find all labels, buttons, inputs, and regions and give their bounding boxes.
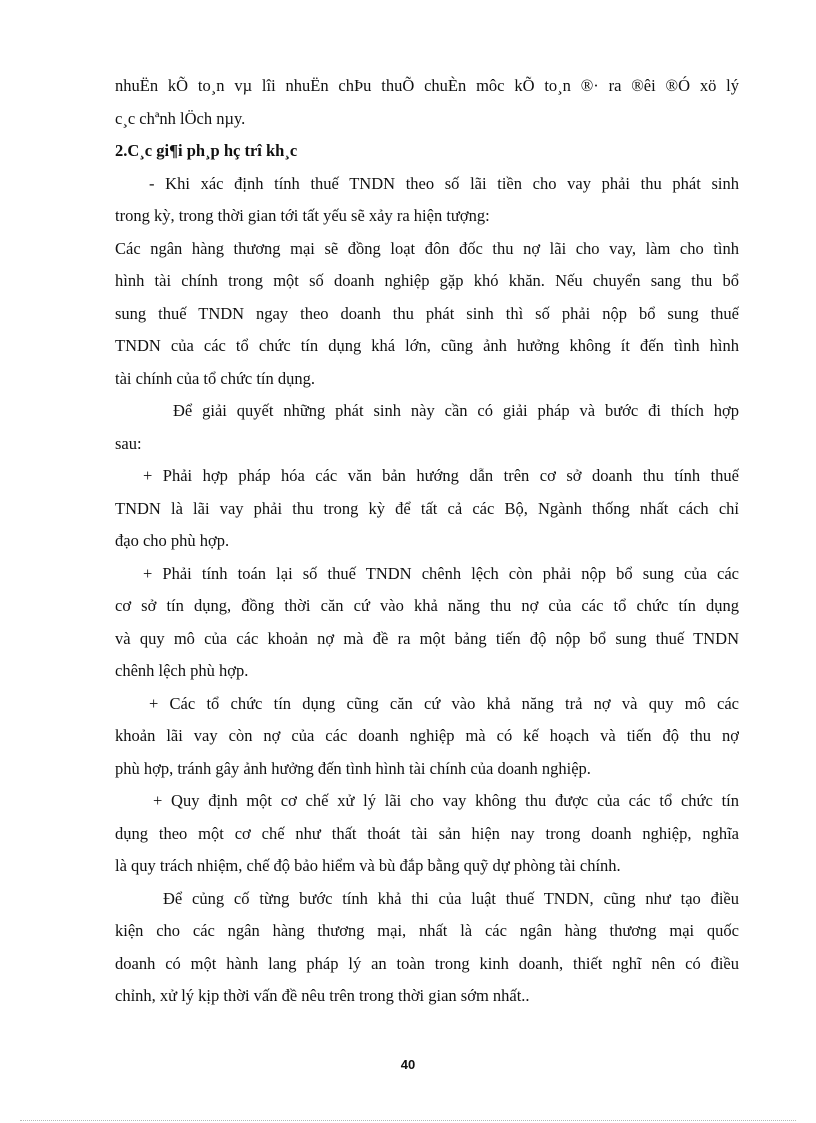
- text-line: khoản lãi vay còn nợ của các doanh nghiệp mà có kế hoạch và tiến độ thu nợ: [115, 726, 739, 745]
- text-line: đạo cho phù hợp.: [115, 531, 230, 550]
- text-line: dụng theo một cơ chế như thất thoát tài sản hiện nay trong doanh nghiệp, nghĩa: [115, 823, 739, 843]
- text-line: Để củng cố từng bước tính khả thi của luật thuế TNDN, cũng như tạo điều: [163, 888, 739, 908]
- text-line: Các ngân hàng thương mại sẽ đồng loạt đôn đốc thu nợ lãi cho vay, làm cho tình: [115, 238, 739, 258]
- text-line: phù hợp, tránh gây ảnh hưởng đến tình hình tài chính của doanh nghiệp.: [115, 758, 591, 778]
- text-line: TNDN là lãi vay phải thu trong kỳ để tất cả các Bộ, Ngành thống nhất cách chỉ: [115, 498, 739, 518]
- text-line: hình tài chính trong một số doanh nghiệp gặp khó khăn. Nếu chuyển sang thu bổ: [115, 271, 739, 290]
- text-line: + Phải hợp pháp hóa các văn bản hướng dẫn trên cơ sở doanh thu tính thuế: [143, 466, 739, 485]
- text-line: - Khi xác định tính thuế TNDN theo số lãi tiền cho vay phải thu phát sinh: [149, 173, 739, 193]
- text-line: sung thuế TNDN ngay theo doanh thu phát sinh thì số phải nộp bổ sung thuế: [115, 303, 739, 323]
- text-line: + Phải tính toán lại số thuế TNDN chênh lệch còn phải nộp bổ sung của các: [143, 563, 739, 583]
- text-line: Để giải quyết những phát sinh này cần có giải pháp và bước đi thích hợp: [173, 401, 739, 420]
- text-line: cơ sở tín dụng, đồng thời căn cứ vào khả năng thu nợ của các tổ chức tín dụng: [115, 596, 739, 615]
- text-line: chỉnh, xử lý kịp thời vấn đề nêu trên trong thời gian sớm nhất..: [115, 986, 530, 1005]
- section-heading: 2.C¸c gi¶i ph¸p hç trî kh¸c: [115, 141, 298, 160]
- text-line: doanh có một hành lang pháp lý an toàn trong kinh doanh, thiết nghĩ nên có điều: [115, 953, 739, 973]
- text-line: nhuËn kÕ to¸n vµ lîi nhuËn chÞu thuÕ chuÈn môc kÕ to¸n ®· ra ®êi ®Ó xö lý: [115, 76, 739, 95]
- text-line: tài chính của tổ chức tín dụng.: [115, 368, 316, 388]
- text-line: trong kỳ, trong thời gian tới tất yếu sẽ xảy ra hiện tượng:: [115, 206, 490, 225]
- text-line: và quy mô của các khoản nợ mà đề ra một bảng tiến độ nộp bổ sung thuế TNDN: [115, 628, 739, 648]
- body-text: [115, 70, 739, 1013]
- text-line: chênh lệch phù hợp.: [115, 661, 249, 680]
- text-line: là quy trách nhiệm, chế độ bảo hiểm và bù đắp bằng quỹ dự phòng tài chính.: [115, 856, 621, 875]
- text-line: kiện cho các ngân hàng thương mại, nhất là các ngân hàng thương mại quốc: [115, 921, 739, 940]
- page-bottom-divider: [20, 1120, 796, 1121]
- text-line: TNDN của các tổ chức tín dụng khá lớn, cũng ảnh hưởng không ít đến tình hình: [115, 336, 739, 355]
- text-line: + Quy định một cơ chế xử lý lãi cho vay không thu được của các tổ chức tín: [153, 791, 739, 810]
- text-line: sau:: [115, 433, 142, 453]
- text-line: + Các tổ chức tín dụng cũng căn cứ vào khả năng trả nợ và quy mô các: [149, 693, 739, 713]
- text-line: c¸c chªnh lÖch nµy.: [115, 108, 246, 128]
- page-number: 40: [400, 1057, 416, 1072]
